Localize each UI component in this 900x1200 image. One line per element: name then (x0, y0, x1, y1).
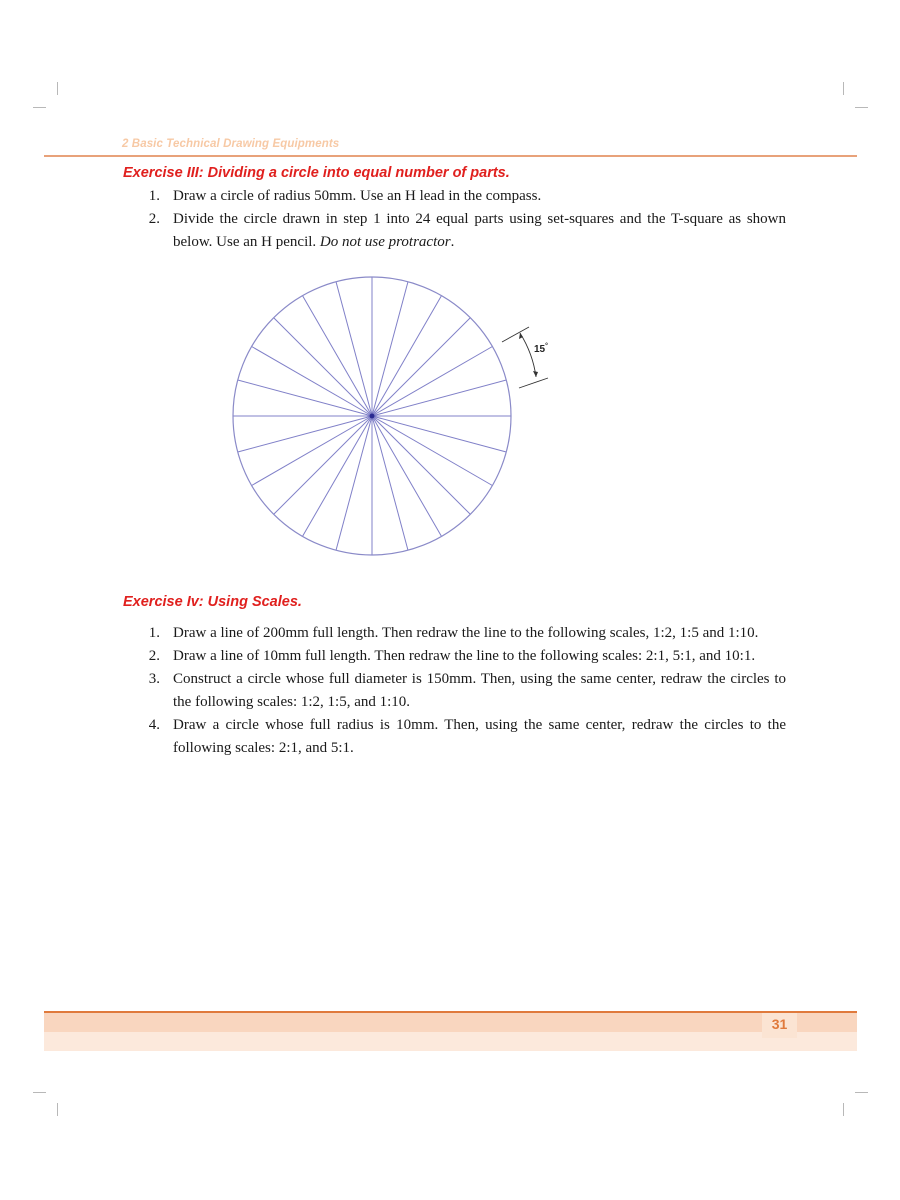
item-emphasis: Do not use protractor (319, 234, 451, 250)
division-line (303, 296, 373, 416)
dimension-arc (520, 333, 536, 377)
angle-label: 15° (534, 343, 548, 355)
footer-band (44, 1013, 857, 1032)
crop-mark (33, 1092, 46, 1093)
division-line (252, 347, 372, 417)
crop-mark (843, 1103, 844, 1116)
division-line (336, 282, 372, 416)
item-number: 1. (148, 188, 160, 204)
division-line (372, 416, 442, 536)
item-tail: . (450, 234, 455, 250)
division-line (372, 416, 492, 486)
division-line (238, 380, 372, 416)
exercise-4-title: Exercise Iv: Using Scales. (123, 594, 302, 610)
division-line (372, 282, 408, 416)
crop-mark (57, 1103, 58, 1116)
division-line (252, 416, 372, 486)
exercise-3-title: Exercise III: Dividing a circle into equal number of parts. (123, 165, 510, 181)
crop-mark (855, 1092, 868, 1093)
running-head: 2 Basic Technical Drawing Equipments (122, 138, 340, 150)
division-line (372, 296, 442, 416)
list-item (140, 622, 786, 645)
item-text: Draw a line of 200mm full length. Then redraw the line to the following scales, 1:2, 1:5 and 1:10. (173, 625, 759, 641)
division-line (336, 416, 372, 550)
item-number: 2. (148, 211, 160, 227)
exercise-4-list (140, 622, 786, 760)
list-item (140, 645, 786, 668)
division-line (372, 318, 470, 416)
item-text: Draw a line of 10mm full length. Then redraw the line to the following scales: 2:1, 5:1, and 10:1. (173, 648, 756, 664)
division-line (274, 318, 372, 416)
extension-line-lower (519, 378, 548, 388)
division-line (372, 416, 470, 514)
item-text: Divide the circle drawn in step 1 into 24 equal parts using set-squares and the T-square as shown below. Use an H pencil. (173, 211, 786, 250)
item-text: Draw a circle of radius 50mm. Use an H lead in the compass. (173, 188, 542, 204)
division-line (372, 416, 408, 550)
item-text: Draw a circle whose full radius is 10mm. Then, using the same center, redraw the circles to the following scales: 2:1, and 5:1. (173, 717, 786, 756)
division-line (372, 416, 506, 452)
list-item (140, 668, 786, 714)
item-number: 2. (148, 648, 160, 664)
center-point (370, 414, 375, 419)
division-line (372, 380, 506, 416)
division-line (238, 416, 372, 452)
angle-dimension (502, 327, 548, 388)
extension-line-upper (502, 327, 529, 342)
page-number: 31 (771, 1016, 788, 1032)
division-line (372, 347, 492, 417)
division-line (303, 416, 373, 536)
list-item (140, 714, 786, 760)
item-text: Construct a circle whose full diameter is 150mm. Then, using the same center, redraw the circles to the following scales: 1:2, 1:5, and 1:10. (173, 671, 786, 710)
division-line (274, 416, 372, 514)
item-number: 3. (148, 671, 160, 687)
item-number: 1. (148, 625, 160, 641)
footer-band (44, 1032, 857, 1051)
item-number: 4. (148, 717, 160, 733)
